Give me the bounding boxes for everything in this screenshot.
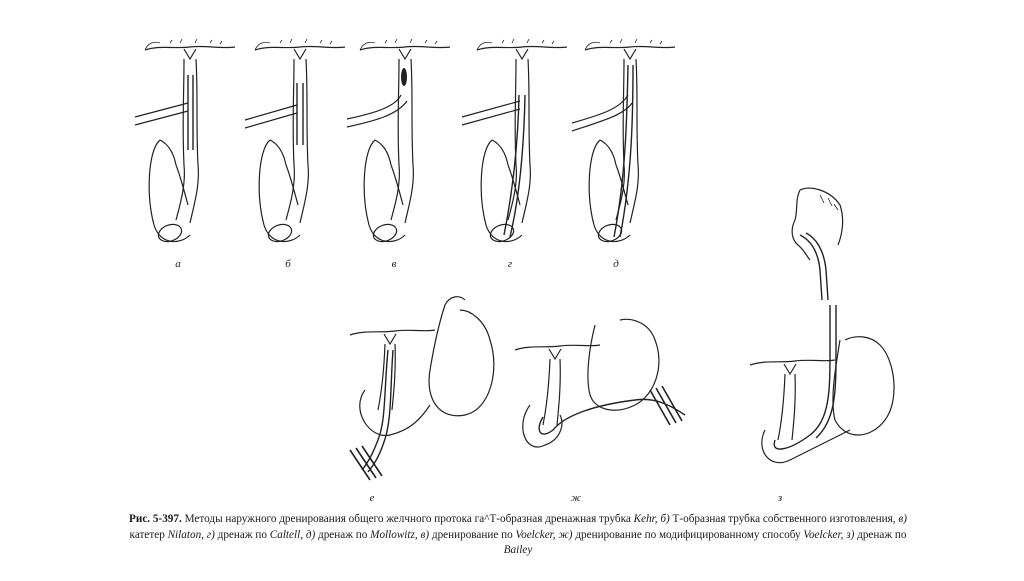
caption-part: дренаж по <box>315 528 371 541</box>
caption-part: катетер <box>129 528 168 541</box>
caption-part: дренаж по <box>854 528 907 541</box>
caption-part: б) <box>660 513 670 525</box>
caption-body <box>130 513 907 556</box>
panel-label-d: д <box>613 258 619 270</box>
panel-v <box>347 39 450 245</box>
panel-d <box>572 39 675 245</box>
panel-g <box>462 39 567 245</box>
caption-part: в) <box>420 528 430 541</box>
panel-zh <box>515 319 685 447</box>
caption-part: Методы наружного дренирования общего желчного протока га^Т-образная дренажная трубка <box>181 513 634 525</box>
caption-part: Mollowitz, <box>370 528 418 541</box>
caption-part: Nilaton, <box>167 528 204 541</box>
caption-part: Voelcker, <box>515 528 556 541</box>
panel-label-v: в <box>391 258 397 270</box>
panel-label-z: з <box>777 492 783 504</box>
caption-part: дренирование по <box>429 528 516 541</box>
caption-part: г) <box>206 528 215 541</box>
caption-part: Т-образная трубка собственного изготовления, <box>669 513 899 525</box>
caption-part: Kehr, <box>633 513 658 525</box>
panel-b <box>245 39 345 245</box>
figure-number: Рис. 5-397. <box>129 513 182 525</box>
caption-part: з) <box>846 528 855 541</box>
panel-z <box>750 188 894 463</box>
caption-part: в) <box>898 513 907 525</box>
panel-label-g: г <box>507 258 513 270</box>
panel-label-b: б <box>285 258 291 270</box>
panel-label-zh: ж <box>570 492 582 504</box>
panel-label-e: е <box>369 492 375 504</box>
caption-part: Bailey <box>503 544 533 556</box>
panel-label-a: а <box>175 258 181 270</box>
caption-part: Caltell, <box>269 528 304 541</box>
caption-part: ж) <box>558 528 573 541</box>
caption-part: дренирование по модифицированному способу <box>572 528 804 541</box>
caption-part: дренаж по <box>214 528 270 541</box>
panel-a <box>135 39 235 245</box>
figure-caption <box>128 512 908 559</box>
caption-part: Voelcker, <box>803 528 844 541</box>
panel-e <box>350 297 494 480</box>
caption-part: д) <box>305 528 316 541</box>
